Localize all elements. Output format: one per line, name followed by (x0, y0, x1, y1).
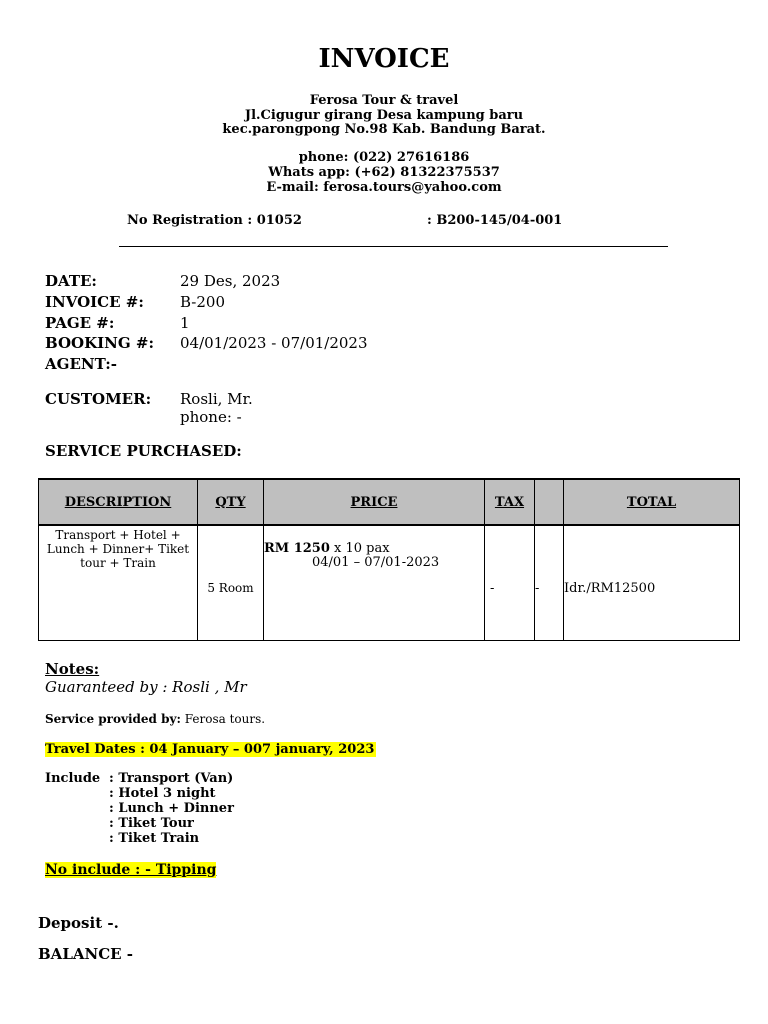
service-table (38, 478, 740, 641)
header-divider (119, 246, 668, 247)
table-header-row (39, 479, 740, 525)
row-tax-extra: - (535, 525, 564, 641)
include-item: : Lunch + Dinner (109, 801, 234, 816)
include-item: : Transport (Van) (109, 771, 234, 786)
row-qty: 5 Room (198, 525, 264, 641)
header-description: DESCRIPTION (39, 479, 198, 525)
no-include: No include : - Tipping (45, 862, 217, 878)
agent-label: AGENT:- (45, 355, 117, 373)
row-tax: - (485, 525, 535, 641)
header-tax: TAX (485, 479, 535, 525)
header-total: TOTAL (564, 479, 740, 525)
price-amount: RM 1250 (264, 541, 330, 556)
customer-name: Rosli, Mr. (180, 390, 253, 408)
header-blank (535, 479, 564, 525)
customer-label: CUSTOMER: (45, 390, 152, 408)
service-provided-value: Ferosa tours. (180, 712, 266, 726)
include-item: : Tiket Train (109, 831, 200, 846)
page-number-label: PAGE #: (45, 314, 115, 332)
price-dates: 04/01 – 07/01-2023 (312, 555, 440, 570)
row-description: Transport + Hotel + Lunch + Dinner+ Tiket tour + Train (39, 525, 198, 641)
header-qty: QTY (198, 479, 264, 525)
company-name: Ferosa Tour & travel (309, 93, 459, 108)
include-label: Include (45, 771, 101, 786)
invoice-number-label: INVOICE #: (45, 293, 144, 311)
table-row (39, 525, 740, 641)
header-price: PRICE (264, 479, 485, 525)
date-value: 29 Des, 2023 (180, 272, 281, 290)
row-total: Idr./RM12500 (564, 525, 740, 641)
guaranteed-by: Guaranteed by : Rosli , Mr (45, 678, 247, 696)
company-address-line-2: kec.parongpong No.98 Kab. Bandung Barat. (222, 122, 546, 137)
row-price (264, 525, 485, 641)
notes-heading: Notes: (45, 660, 100, 678)
registration-number: No Registration : 01052 (127, 213, 302, 228)
company-address-line-1: Jl.Cigugur girang Desa kampung baru (244, 108, 524, 123)
registration-code: : B200-145/04-001 (427, 213, 563, 228)
balance: BALANCE - (38, 945, 134, 963)
company-whatsapp: Whats app: (+62) 81322375537 (268, 165, 500, 180)
booking-value: 04/01/2023 - 07/01/2023 (180, 334, 368, 352)
service-provided (45, 712, 265, 726)
travel-dates: Travel Dates : 04 January – 007 january, 2023 (45, 742, 375, 757)
date-label: DATE: (45, 272, 97, 290)
include-item: : Tiket Tour (109, 816, 194, 831)
deposit: Deposit -. (38, 914, 119, 932)
invoice-title: INVOICE (318, 44, 450, 74)
page-number-value: 1 (180, 314, 190, 332)
include-item: : Hotel 3 night (109, 786, 216, 801)
company-phone: phone: (022) 27616186 (298, 150, 470, 165)
invoice-number-value: B-200 (180, 293, 225, 311)
customer-phone: phone: - (180, 408, 242, 426)
service-provided-label: Service provided by: (45, 712, 181, 726)
price-quantity: x 10 pax (329, 541, 390, 556)
service-purchased-heading: SERVICE PURCHASED: (45, 442, 242, 460)
company-email: E-mail: ferosa.tours@yahoo.com (266, 180, 502, 195)
booking-label: BOOKING #: (45, 334, 154, 352)
